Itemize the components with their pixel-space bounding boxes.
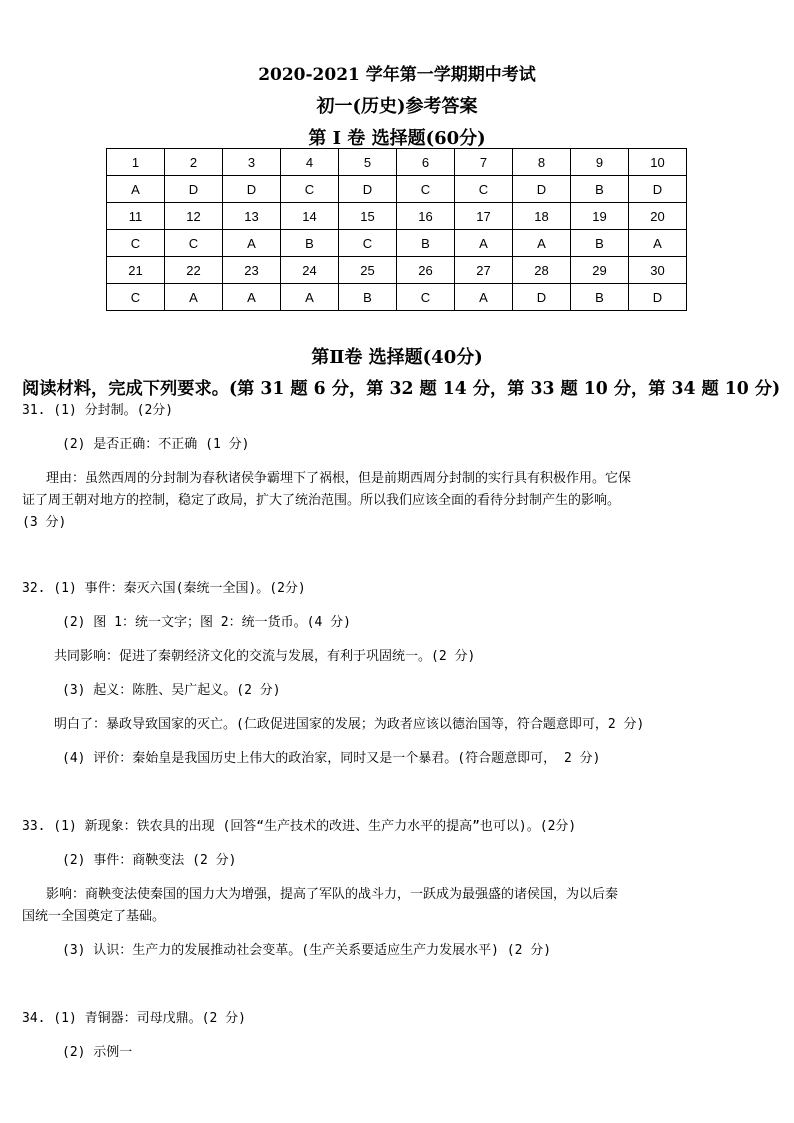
answer-table-cell: D [223, 176, 281, 203]
answer-table-cell: A [455, 230, 513, 257]
answer-table-cell: C [339, 230, 397, 257]
answer-table-cell: A [223, 230, 281, 257]
answer-table-row [107, 230, 687, 257]
exam-title: 2020-2021 学年第一学期期中考试 [258, 65, 536, 85]
answer-table-cell: 25 [339, 257, 397, 284]
answer-table-row [107, 203, 687, 230]
answer-table-cell: A [629, 230, 687, 257]
answer-table-cell: C [281, 176, 339, 203]
answer-table-cell: D [629, 284, 687, 311]
q33-part2: (2) 事件：商鞅变法 (2 分) [62, 853, 237, 868]
section1-title: 第 I 卷 选择题(60分) [308, 128, 486, 149]
answer-table-cell: 11 [107, 203, 165, 230]
answer-table-cell: C [107, 230, 165, 257]
answer-table-cell: 2 [165, 149, 223, 176]
answer-table-cell: 23 [223, 257, 281, 284]
answer-table-cell: B [571, 284, 629, 311]
q31-reason-score: (3 分) [22, 515, 67, 530]
answer-table-cell: 13 [223, 203, 281, 230]
q32-understanding: 明白了：暴政导致国家的灭亡。(仁政促进国家的发展；为政者应该以德治国等，符合题意即可，2 分) [54, 717, 645, 732]
answer-table-cell: 1 [107, 149, 165, 176]
answer-table-cell: A [455, 284, 513, 311]
q31-reason-line1: 理由：虽然西周的分封制为春秋诸侯争霸埋下了祸根，但是前期西周分封制的实行具有积极作用。它保 [46, 471, 632, 486]
answer-table-cell: 27 [455, 257, 513, 284]
answer-table-cell: A [223, 284, 281, 311]
section2-instruction: 阅读材料，完成下列要求。(第 31 题 6 分，第 32 题 14 分，第 33 题 10 分，第 34 题 10 分) [22, 379, 781, 399]
q32-part4: (4) 评价：秦始皇是我国历史上伟大的政治家，同时又是一个暴君。(符合题意即可， 2 分) [62, 751, 601, 766]
q33-part3: (3) 认识：生产力的发展推动社会变革。(生产关系要适应生产力发展水平) (2 分) [62, 943, 552, 958]
answer-table-cell: A [107, 176, 165, 203]
answer-table-cell: 21 [107, 257, 165, 284]
answer-table-cell: 8 [513, 149, 571, 176]
answer-table-row [107, 257, 687, 284]
answer-table-cell: 4 [281, 149, 339, 176]
answer-table-cell: C [165, 230, 223, 257]
answer-table-cell: 22 [165, 257, 223, 284]
answer-table-cell: 15 [339, 203, 397, 230]
answer-table-cell: C [397, 284, 455, 311]
answer-table-cell: 30 [629, 257, 687, 284]
q33-impact-line1: 影响：商鞅变法使秦国的国力大为增强，提高了军队的战斗力，一跃成为最强盛的诸侯国，为以后秦 [46, 887, 619, 902]
answer-table-cell: B [281, 230, 339, 257]
answer-table-cell: 6 [397, 149, 455, 176]
q34-part2: (2) 示例一 [62, 1045, 133, 1060]
q31-reason-line2: 证了周王朝对地方的控制，稳定了政局，扩大了统治范围。所以我们应该全面的看待分封制产生的影响。 [22, 493, 621, 508]
answer-table-cell: 20 [629, 203, 687, 230]
answer-table-cell: D [629, 176, 687, 203]
answer-table-cell: 7 [455, 149, 513, 176]
answer-table-cell: 28 [513, 257, 571, 284]
answer-table-cell: 17 [455, 203, 513, 230]
answer-table-cell: 14 [281, 203, 339, 230]
q32-common-impact: 共同影响：促进了秦朝经济文化的交流与发展，有利于巩固统一。(2 分) [54, 649, 476, 664]
q33-part1: 33. (1) 新现象：铁农具的出现 (回答“生产技术的改进、生产力水平的提高”也可以)。(2分) [22, 819, 577, 834]
q34-part1: 34. (1) 青铜器：司母戊鼎。(2 分) [22, 1011, 246, 1026]
answer-table-cell: A [281, 284, 339, 311]
answer-table-cell: B [571, 176, 629, 203]
answer-table-cell: 3 [223, 149, 281, 176]
answer-table-cell: B [397, 230, 455, 257]
answer-table-row [107, 284, 687, 311]
answer-table-row [107, 176, 687, 203]
q31-part2: (2) 是否正确：不正确 (1 分) [62, 437, 250, 452]
answer-table-cell: 24 [281, 257, 339, 284]
answer-table-cell: 18 [513, 203, 571, 230]
q32-part1: 32. (1) 事件：秦灭六国(秦统一全国)。(2分) [22, 581, 306, 596]
answer-table-cell: D [513, 284, 571, 311]
answer-table-cell: 9 [571, 149, 629, 176]
answer-table-cell: C [455, 176, 513, 203]
answer-table-cell: D [165, 176, 223, 203]
answer-table-cell: A [165, 284, 223, 311]
q31-part1: 31. (1) 分封制。(2分) [22, 403, 174, 418]
answer-table-cell: D [339, 176, 397, 203]
answer-table-cell: 5 [339, 149, 397, 176]
answer-table-cell: 29 [571, 257, 629, 284]
answer-table-cell: B [339, 284, 397, 311]
answer-table-cell: 10 [629, 149, 687, 176]
exam-subtitle: 初一(历史)参考答案 [316, 96, 478, 117]
q33-impact-line2: 国统一全国奠定了基础。 [22, 909, 166, 924]
answer-table-cell: C [107, 284, 165, 311]
answer-table-cell: 19 [571, 203, 629, 230]
answer-table [106, 148, 687, 311]
answer-table-cell: A [513, 230, 571, 257]
answer-table-cell: 26 [397, 257, 455, 284]
answer-table-cell: C [397, 176, 455, 203]
answer-table-cell: D [513, 176, 571, 203]
q32-part2: (2) 图 1：统一文字；图 2：统一货币。(4 分) [62, 615, 351, 630]
section2-title: 第Ⅱ卷 选择题(40分) [311, 347, 483, 368]
answer-table-cell: 12 [165, 203, 223, 230]
answer-table-cell: 16 [397, 203, 455, 230]
answer-table-row [107, 149, 687, 176]
answer-table-cell: B [571, 230, 629, 257]
q32-part3: (3) 起义：陈胜、吴广起义。(2 分) [62, 683, 281, 698]
